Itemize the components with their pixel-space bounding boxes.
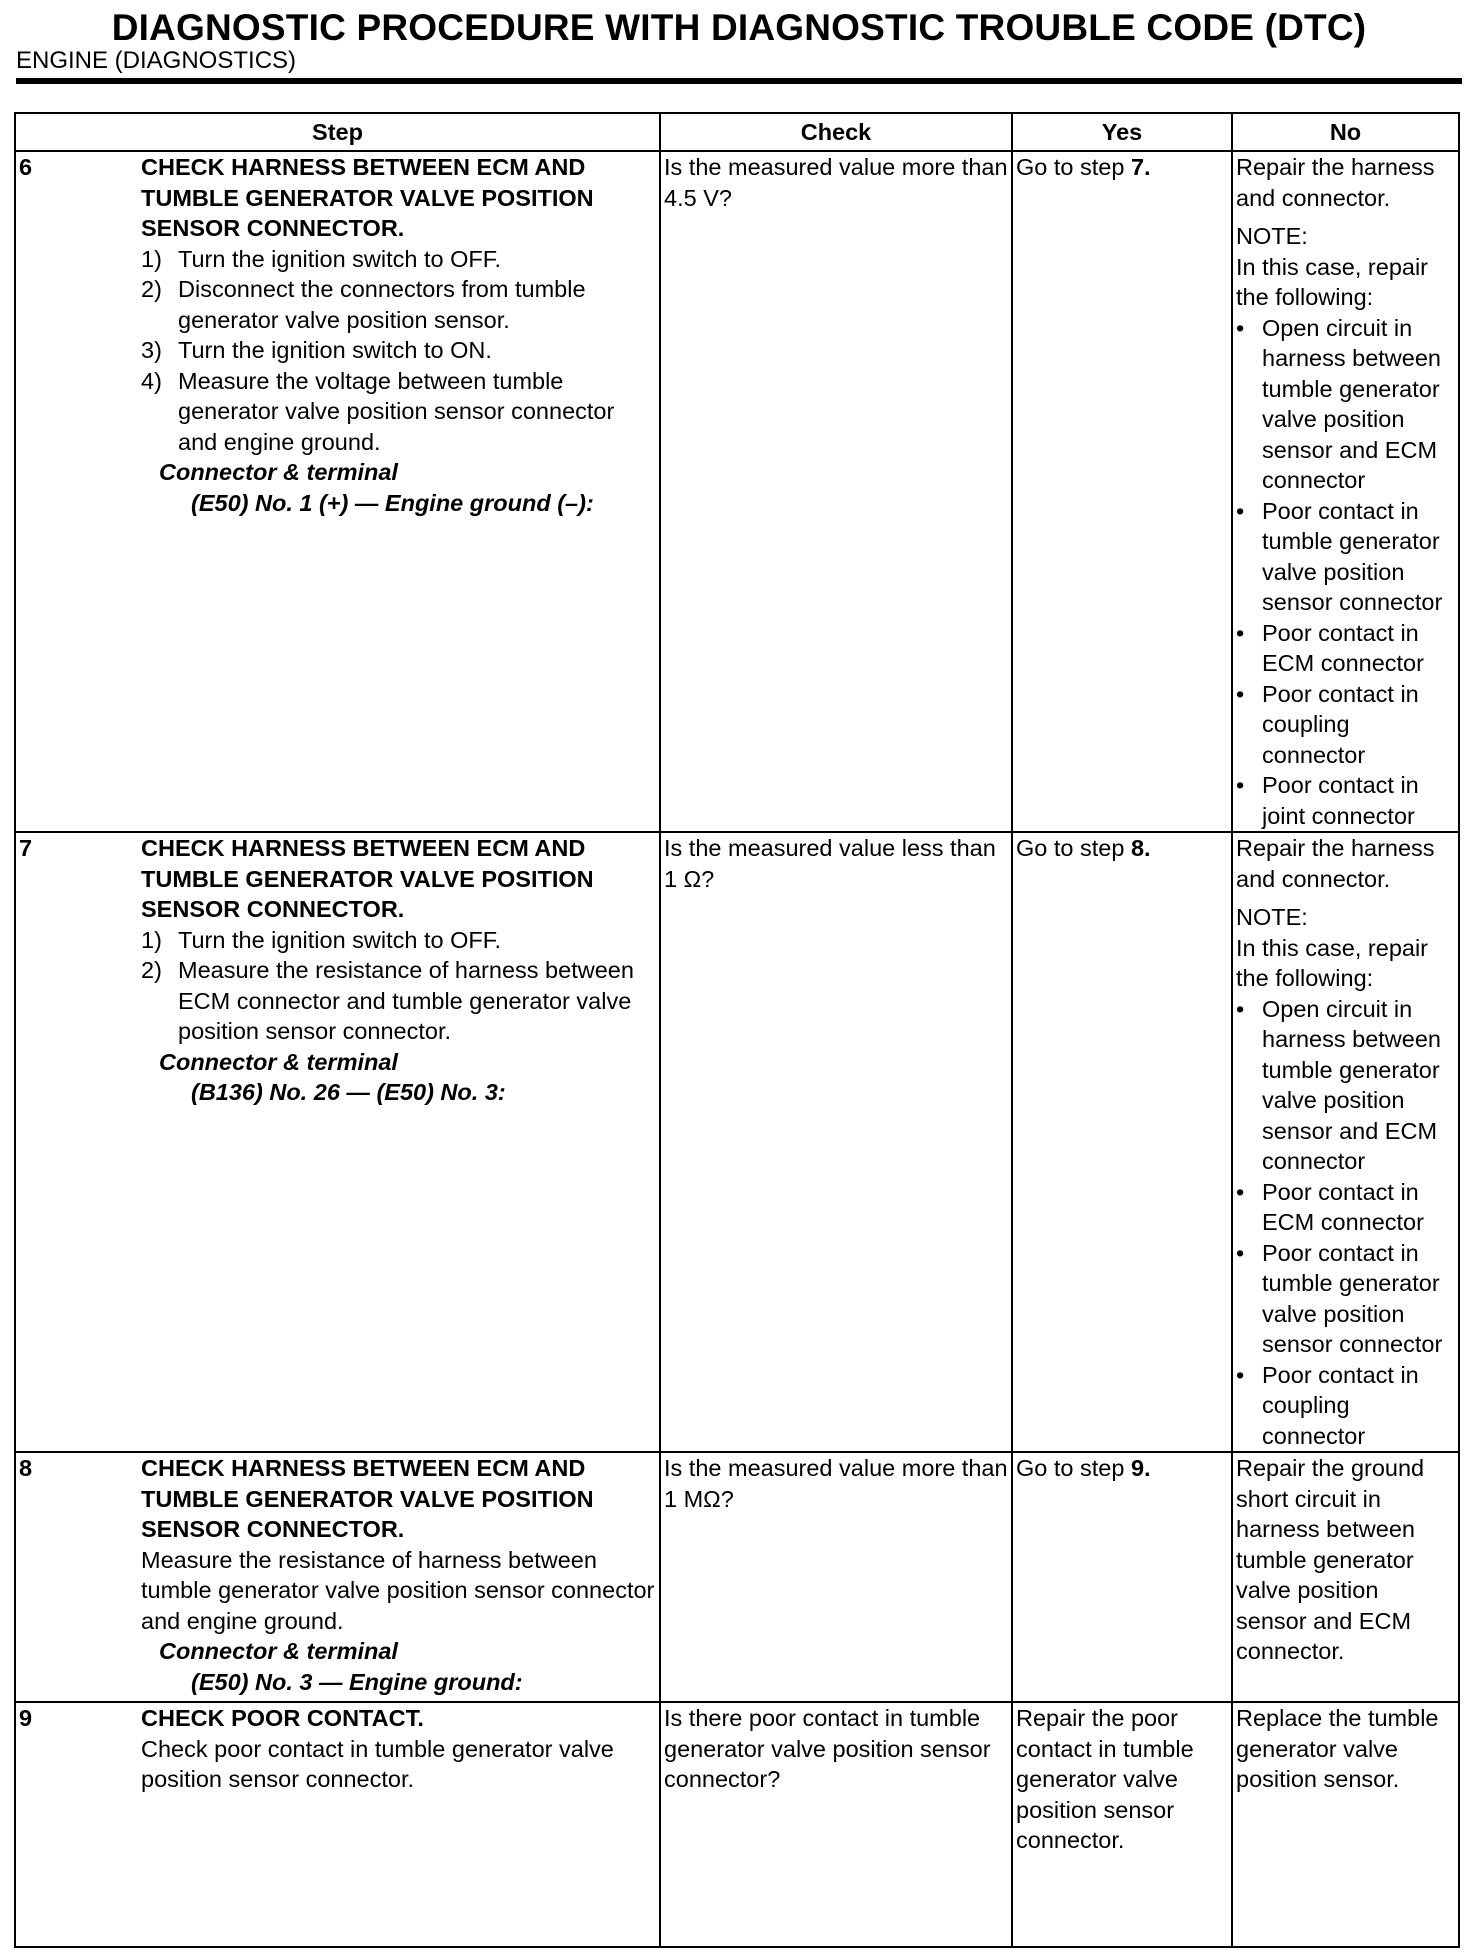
substep-list	[141, 925, 656, 1047]
step-body: Check poor contact in tumble generator valve position sensor connector.	[141, 1735, 614, 1792]
note-label: NOTE:	[1236, 904, 1308, 930]
connector-label: Connector & terminal	[159, 1048, 398, 1075]
yes-cell: Go to step 8.	[1012, 832, 1232, 1452]
no-cell: Repair the harness and connector. NOTE: In this case, repair the following: • Open circuit in harness between tumble generator valve position sensor and ECM connector • Poor contact in tumble generator valve position sensor connector • Poor contact in ECM connector • Poor contact in coupling connector • Poor contact in joint connector	[1232, 151, 1459, 832]
table-row-step-9	[15, 1702, 1459, 1947]
yes-cell: Go to step 7.	[1012, 151, 1232, 832]
bullet-item: • Poor contact in tumble generator valve position sensor connector	[1236, 497, 1443, 615]
substep: 2) Measure the resistance of harness between ECM connector and tumble generator valve position sensor connector.	[141, 957, 634, 1044]
check-cell: Is the measured value less than 1 Ω?	[660, 832, 1012, 1452]
substep: 2) Disconnect the connectors from tumble generator valve position sensor.	[141, 276, 586, 333]
no-cell: Repair the ground short circuit in harness between tumble generator valve position sensor and ECM connector.	[1232, 1452, 1459, 1702]
bullet-item: • Poor contact in joint connector	[1236, 772, 1419, 829]
step-heading: CHECK POOR CONTACT.	[141, 1705, 424, 1731]
bullet-item: • Open circuit in harness between tumble generator valve position sensor and ECM connector	[1236, 314, 1441, 493]
connector-value: (B136) No. 26 — (E50) No. 3:	[191, 1079, 506, 1105]
table-row-step-8	[15, 1452, 1459, 1702]
page-title: DIAGNOSTIC PROCEDURE WITH DIAGNOSTIC TROUBLE CODE (DTC)	[111, 7, 1367, 48]
substep: 1) Turn the ignition switch to OFF.	[141, 245, 502, 272]
bullet-item: • Poor contact in tumble generator valve position sensor connector	[1236, 1239, 1443, 1357]
step-number: 7	[19, 835, 33, 861]
table-header-row	[15, 113, 1459, 151]
check-cell: Is the measured value more than 1 MΩ?	[660, 1452, 1012, 1702]
check-cell: Is there poor contact in tumble generator valve position sensor connector?	[660, 1702, 1012, 1947]
step-number: 6	[19, 154, 33, 180]
table-row-step-7	[15, 832, 1459, 1452]
step-heading: CHECK HARNESS BETWEEN ECM AND TUMBLE GENERATOR VALVE POSITION SENSOR CONNECTOR.	[141, 835, 594, 922]
bullet-item: • Poor contact in coupling connector	[1236, 1361, 1419, 1449]
step-cell	[15, 1702, 660, 1947]
substep: 3) Turn the ignition switch to ON.	[141, 337, 492, 363]
yes-cell: Repair the poor contact in tumble generator valve position sensor connector.	[1012, 1702, 1232, 1947]
dtc-table	[14, 112, 1460, 1948]
step-cell	[15, 1452, 660, 1702]
connector-value: (E50) No. 3 — Engine ground:	[191, 1668, 523, 1695]
bullet-item: • Poor contact in ECM connector	[1236, 619, 1424, 676]
header-rule	[16, 78, 1462, 84]
substep: 1) Turn the ignition switch to OFF.	[141, 926, 502, 953]
table-row-step-6	[15, 151, 1459, 832]
step-number: 8	[19, 1455, 33, 1481]
substep: 4) Measure the voltage between tumble generator valve position sensor connector and engine ground.	[141, 367, 615, 455]
page-subtitle: ENGINE (DIAGNOSTICS)	[16, 47, 297, 74]
page-header	[16, 6, 1462, 74]
column-header-yes: Yes	[1012, 113, 1232, 151]
substep-list	[141, 244, 656, 458]
connector-label: Connector & terminal	[159, 459, 398, 485]
step-cell	[15, 832, 660, 1452]
step-heading: CHECK HARNESS BETWEEN ECM AND TUMBLE GENERATOR VALVE POSITION SENSOR CONNECTOR.	[141, 154, 594, 241]
connector-value: (E50) No. 1 (+) — Engine ground (–):	[191, 489, 594, 516]
check-cell: Is the measured value more than 4.5 V?	[660, 151, 1012, 832]
no-cell: Repair the harness and connector. NOTE: In this case, repair the following: • Open circuit in harness between tumble generator valve position sensor and ECM connector • Poor contact in ECM connector • Poor contact in tumble generator valve position sensor connector • Poor contact in coupling connector	[1232, 832, 1459, 1452]
step-number: 9	[19, 1705, 33, 1731]
step-cell	[15, 151, 660, 832]
bullet-item: • Open circuit in harness between tumble generator valve position sensor and ECM connector	[1236, 995, 1441, 1174]
connector-label: Connector & terminal	[159, 1638, 398, 1664]
step-body: Measure the resistance of harness between tumble generator valve position sensor connector and engine ground.	[141, 1546, 655, 1634]
step-heading: CHECK HARNESS BETWEEN ECM AND TUMBLE GENERATOR VALVE POSITION SENSOR CONNECTOR.	[141, 1455, 594, 1542]
bullet-item: • Poor contact in coupling connector	[1236, 680, 1419, 768]
no-cell: Replace the tumble generator valve position sensor.	[1232, 1702, 1459, 1947]
column-header-check: Check	[660, 113, 1012, 151]
yes-cell: Go to step 9.	[1012, 1452, 1232, 1702]
column-header-no: No	[1232, 113, 1459, 151]
note-label: NOTE:	[1236, 223, 1308, 249]
bullet-item: • Poor contact in ECM connector	[1236, 1178, 1424, 1235]
column-header-step: Step	[15, 113, 660, 151]
